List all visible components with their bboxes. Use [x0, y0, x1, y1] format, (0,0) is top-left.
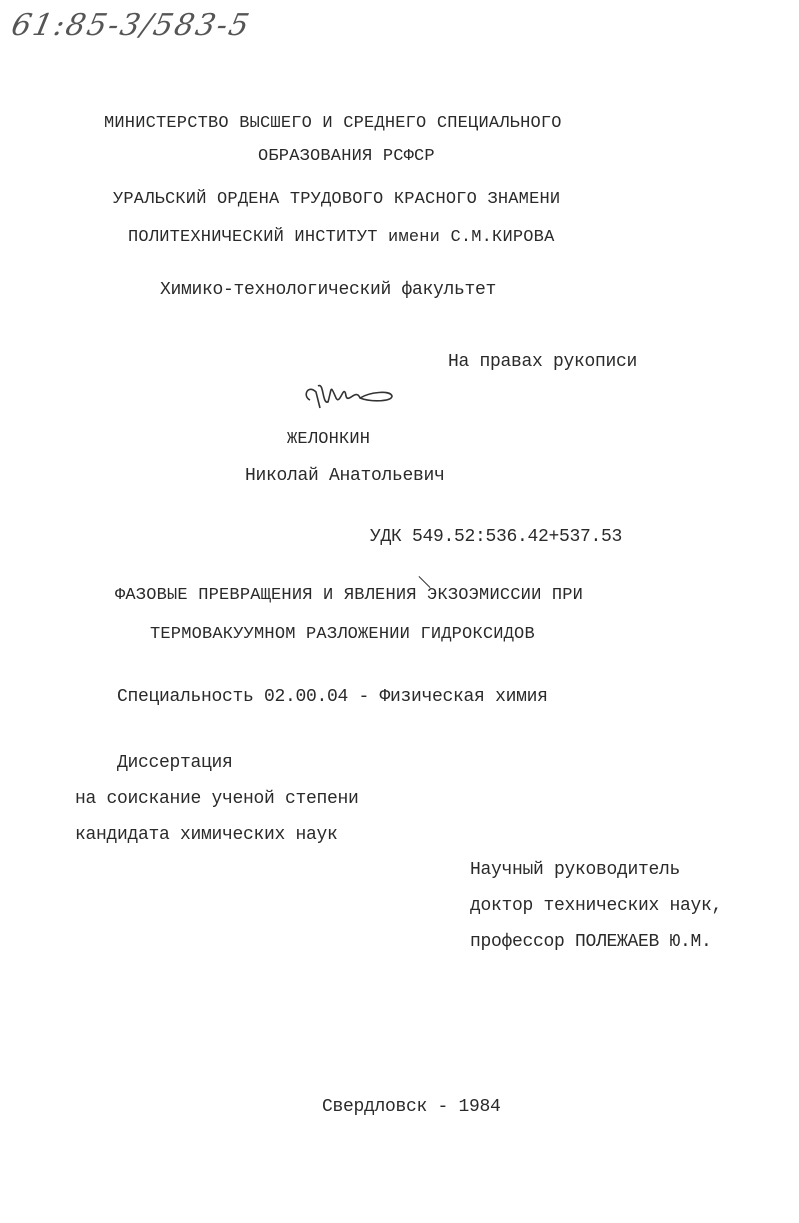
title-line-1: ФАЗОВЫЕ ПРЕВРАЩЕНИЯ И ЯВЛЕНИЯ ЭКЗОЭМИССИИ ПРИ — [115, 586, 584, 605]
udc-code: УДК 549.52:536.42+537.53 — [370, 527, 623, 547]
degree-line-3: кандидата химических наук — [75, 825, 338, 845]
institute-line-2: ПОЛИТЕХНИЧЕСКИЙ ИНСТИТУТ имени С.М.КИРОВА — [128, 228, 555, 247]
signature-icon — [300, 378, 400, 414]
specialty: Специальность 02.00.04 - Физическая химия — [117, 687, 548, 707]
ministry-line-1: МИНИСТЕРСТВО ВЫСШЕГО И СРЕДНЕГО СПЕЦИАЛЬНОГО — [104, 114, 562, 133]
author-name: Николай Анатольевич — [245, 466, 445, 486]
degree-line-1: Диссертация — [117, 753, 233, 773]
manuscript-note: На правах рукописи — [448, 352, 638, 372]
faculty: Химико-технологический факультет — [160, 280, 497, 300]
supervisor-line-1: Научный руководитель — [470, 860, 681, 880]
supervisor-line-3: профессор ПОЛЕЖАЕВ Ю.М. — [470, 932, 712, 952]
ministry-line-2: ОБРАЗОВАНИЯ РСФСР — [258, 147, 435, 166]
handwritten-archive-mark: 61:85-3/583-5 — [8, 8, 255, 43]
author-surname: ЖЕЛОНКИН — [287, 430, 371, 449]
city-year: Свердловск - 1984 — [322, 1097, 501, 1117]
institute-line-1: УРАЛЬСКИЙ ОРДЕНА ТРУДОВОГО КРАСНОГО ЗНАМЕНИ — [113, 190, 561, 209]
title-line-2: ТЕРМОВАКУУМНОМ РАЗЛОЖЕНИИ ГИДРОКСИДОВ — [150, 625, 535, 644]
degree-line-2: на соискание ученой степени — [75, 789, 359, 809]
supervisor-line-2: доктор технических наук, — [470, 896, 723, 916]
